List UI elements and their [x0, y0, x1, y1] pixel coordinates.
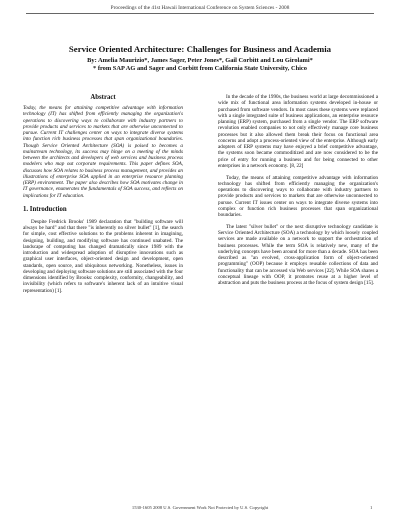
abstract-heading: Abstract	[90, 94, 116, 101]
footer-copyright: 1530-1605 2008 U.S. Government Work Not Protected by U.S. Copyright	[131, 505, 269, 510]
authors-line-2: * from SAP AG and Sager and Corbitt from California State University, Chico	[93, 64, 307, 72]
abstract-text: Today, the means for attaining competitive advantage with information technology (IT) has shifted from efficiently managing the organization's operations to discovering ways to collaborate with industry partners to provide products and services to markets that are otherwise unconnected to pursue. Current IT challenges center on ways to integrate diverse systems into function rich business processes that span organizational boundaries. Though Service Oriented Architecture (SOA) is poised to becomes a mainstream technology, its success may hinge on a meeting of the minds between the architects and developers of web services and business process modelers who map out corporate requirements. This paper defines SOA, discusses how SOA relates to business process management, and provides an illustrations of enterprise SOA applied in an enterprise resource planning (ERP) environment. The paper also describes how SOA motivates change in IT governance, enumerates the fundamentals of SOA success, and reflects on implications for IT education.	[23, 105, 183, 199]
body-paragraph-2: Today, the means of attaining competitive advantage with information technology has shifted from efficiently managing the organization's operations to discovering ways to collaborate with industry partners to provide products and services to markets that are otherwise unconnected to pursue. Current IT issues center on ways to integrate diverse systems into complex or function rich business processes that span organizational boundaries.	[218, 174, 378, 218]
body-paragraph-3: The latest "silver bullet" or the next disruptive technology candidate is Service Oriented Architecture (SOA) a technology by which loosely coupled services are made available on a network to support the orchestration of business processes. While the term SOA is relatively new, many of the underlying concepts have been around for more than a decade. SOA has been described as "an evolved, cross-application form of object-oriented programming" (OOP) because it employs reusable collections of data and functionality that can be accessed via Web services [22]. While SOA shares a conceptual lineage with OOP, it promotes reuse at a higher level of abstraction and puts the business process at the focus of system design [15].	[218, 223, 378, 286]
left-column	[23, 94, 183, 299]
body-paragraph-1: In the decade of the 1990s, the business world at large decommissioned a wide mix of functional area information systems developed in-house or purchased from software vendors. In most cases these systems were replaced with a single integrated suite of business applications, an enterprise resource planning (ERP) system, purchased from a single vendor. The ERP software revolution enabled companies to not only effectively manage core business processes but it also allowed them break their focus on functional area concerns and adopt a process-oriented view of the enterprise. Although early adopters of ERP systems may have enjoyed a brief competitive advantage, the systems soon became commoditized and are now considered to be the price of entry for running a business and for being connected to other enterprises in a network economy. [8, 22]	[218, 94, 378, 169]
introduction-heading: 1. Introduction	[23, 205, 67, 213]
title-block	[20, 44, 380, 73]
header-rule	[26, 13, 374, 14]
running-header: Proceedings of the 41st Hawaii International Conference on System Sciences - 2008	[110, 5, 290, 11]
authors-line-1: By: Amelia Maurizio*, James Sager, Peter Jones*, Gail Corbitt and Lou Girolami*	[87, 56, 313, 64]
right-column	[218, 94, 378, 292]
page-number: 1	[370, 505, 373, 510]
introduction-paragraph-1: Despite Fredrick Brooks' 1989 declaration that "building software will always be hard" and that there "is inherently no silver bullet" [1], the search for simple, cost effective solutions to the problems inherent in imagining, designing, building, and modifying software has continued unabated. The landscape of computing has changed dramatically since 1989 with the introduction and widespread adoption of disruptive innovations such as graphical user interfaces, object-oriented design and development, open standards, open source, and ubiquitous networking. Nonetheless, issues in developing and deploying software solutions are still associated with the four dimensions identified by Brooks: complexity, conformity, changeability, and invisibility (which refers to software's inherent lack of an intuitive visual representation) [1].	[23, 218, 183, 294]
paper-title: Service Oriented Architecture: Challenges for Business and Academia	[68, 44, 332, 54]
